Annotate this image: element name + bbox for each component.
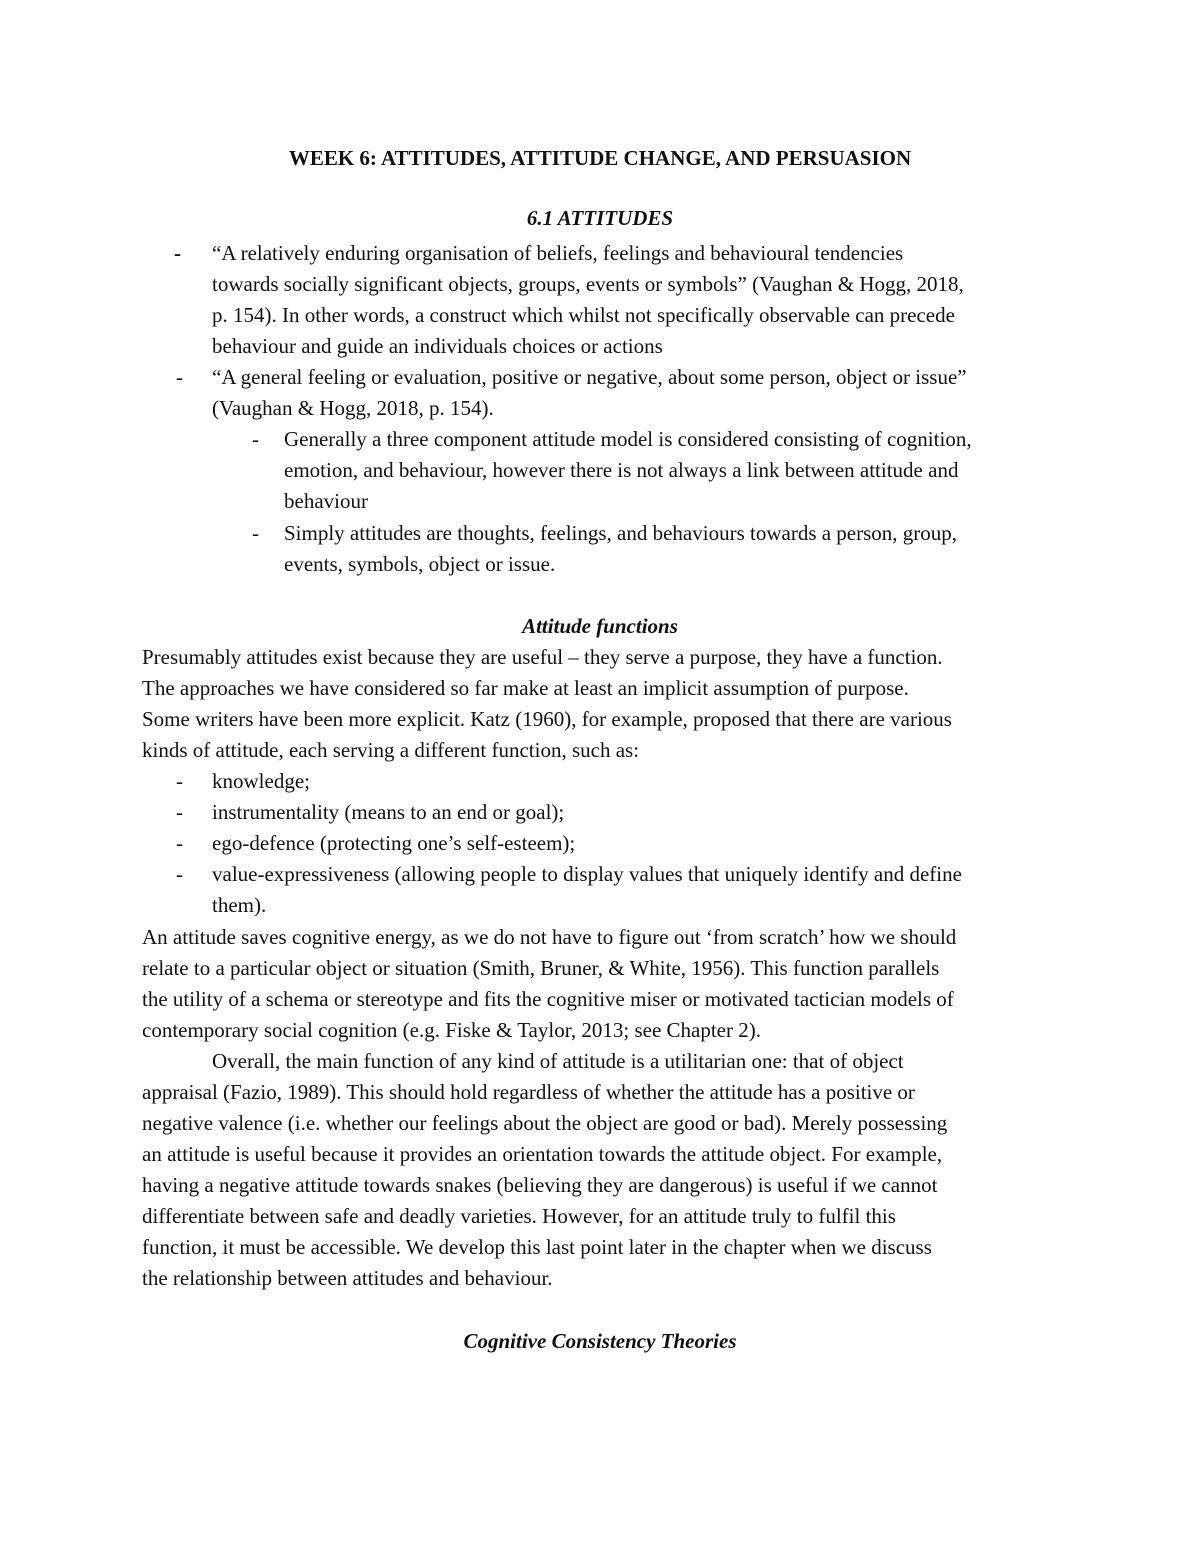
paragraph-line: appraisal (Fazio, 1989). This should hold regardless of whether the attitude has a positive or <box>142 1080 915 1104</box>
bullet-marker: - <box>176 365 183 389</box>
sub-bullet-marker: - <box>252 521 259 545</box>
section-heading-attitude-functions: Attitude functions <box>522 614 678 638</box>
sub-bullet-marker: - <box>252 427 259 451</box>
paragraph-line: Overall, the main function of any kind of attitude is a utilitarian one: that of object <box>212 1049 904 1073</box>
intro-line: Presumably attitudes exist because they are useful – they serve a purpose, they have a function. <box>142 645 943 669</box>
paragraph-line: having a negative attitude towards snakes (believing they are dangerous) is useful if we cannot <box>142 1173 938 1197</box>
bullet-1-line: behaviour and guide an individuals choices or actions <box>212 334 663 358</box>
paragraph-line: contemporary social cognition (e.g. Fiske & Taylor, 2013; see Chapter 2). <box>142 1018 761 1042</box>
intro-line: The approaches we have considered so far make at least an implicit assumption of purpose. <box>142 676 909 700</box>
sub-bullet-1-line: emotion, and behaviour, however there is not always a link between attitude and <box>284 458 959 482</box>
sub-bullet-2-line: events, symbols, object or issue. <box>284 552 556 576</box>
function-list-item: knowledge; <box>212 769 310 793</box>
section-heading-attitudes: 6.1 ATTITUDES <box>526 206 674 230</box>
bullet-2-line: (Vaughan & Hogg, 2018, p. 154). <box>212 396 494 420</box>
list-marker: - <box>176 862 183 886</box>
function-list-item: value-expressiveness (allowing people to display values that uniquely identify and define <box>212 862 962 886</box>
function-list-item: them). <box>212 893 267 917</box>
document-title: WEEK 6: ATTITUDES, ATTITUDE CHANGE, AND PERSUASION <box>288 146 912 170</box>
list-marker: - <box>176 800 183 824</box>
function-list-item: ego-defence (protecting one’s self-esteem); <box>212 831 576 855</box>
sub-bullet-1-line: behaviour <box>284 489 368 513</box>
paragraph-line: relate to a particular object or situation (Smith, Bruner, & White, 1956). This function parallels <box>142 956 940 980</box>
intro-line: Some writers have been more explicit. Katz (1960), for example, proposed that there are various <box>142 707 952 731</box>
intro-line: kinds of attitude, each serving a different function, such as: <box>142 738 640 762</box>
paragraph-line: differentiate between safe and deadly varieties. However, for an attitude truly to fulfil this <box>142 1204 896 1228</box>
bullet-1-line: p. 154). In other words, a construct which whilst not specifically observable can precede <box>212 303 955 327</box>
paragraph-line: negative valence (i.e. whether our feelings about the object are good or bad). Merely possessing <box>142 1111 948 1135</box>
sub-bullet-2-line: Simply attitudes are thoughts, feelings, and behaviours towards a person, group, <box>284 521 958 545</box>
bullet-marker: - <box>174 241 181 265</box>
paragraph-line: an attitude is useful because it provides an orientation towards the attitude object. For example, <box>142 1142 943 1166</box>
section-heading-cognitive-consistency: Cognitive Consistency Theories <box>463 1329 737 1353</box>
paragraph-line: An attitude saves cognitive energy, as we do not have to figure out ‘from scratch’ how we should <box>142 925 957 949</box>
list-marker: - <box>176 769 183 793</box>
bullet-1-line: towards socially significant objects, groups, events or symbols” (Vaughan & Hogg, 2018, <box>212 272 964 296</box>
bullet-1-line: “A relatively enduring organisation of beliefs, feelings and behavioural tendencies <box>212 241 904 265</box>
list-marker: - <box>176 831 183 855</box>
paragraph-line: the utility of a schema or stereotype and fits the cognitive miser or motivated tactician models of <box>142 987 954 1011</box>
sub-bullet-1-line: Generally a three component attitude model is considered consisting of cognition, <box>284 427 972 451</box>
function-list-item: instrumentality (means to an end or goal); <box>212 800 565 824</box>
paragraph-line: the relationship between attitudes and behaviour. <box>142 1266 553 1290</box>
paragraph-line: function, it must be accessible. We develop this last point later in the chapter when we discuss <box>142 1235 932 1259</box>
bullet-2-line: “A general feeling or evaluation, positive or negative, about some person, object or issue” <box>212 365 967 389</box>
